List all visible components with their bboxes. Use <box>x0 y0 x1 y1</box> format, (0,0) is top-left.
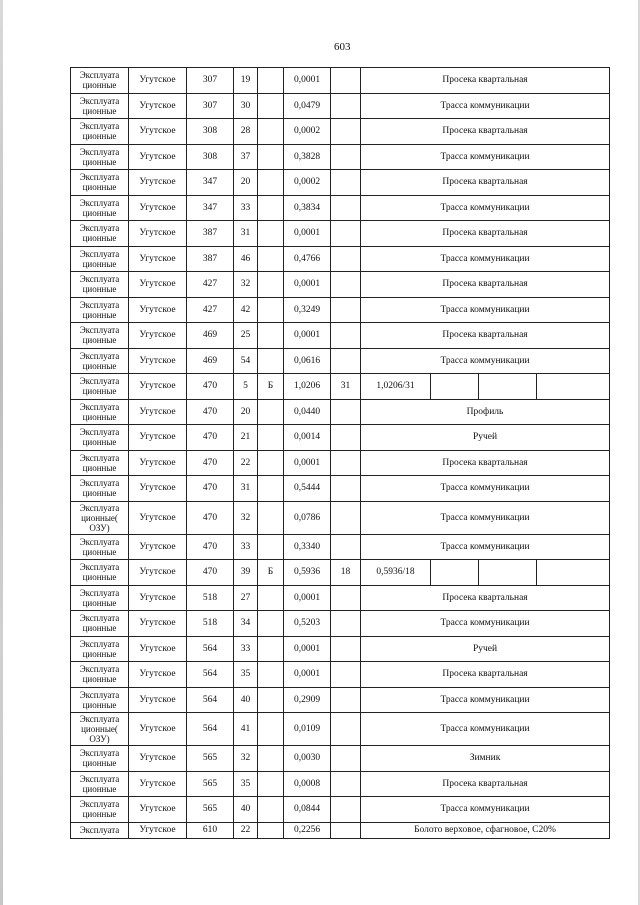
area-cell: 0,0001 <box>284 272 331 298</box>
table-row <box>71 93 610 119</box>
table-row <box>71 687 610 713</box>
land-category-cell: Эксплуата ционные <box>71 399 129 425</box>
land-category-cell: Эксплуата ционные <box>71 771 129 797</box>
table-row <box>71 348 610 374</box>
purpose-cell: Трасса коммуникации <box>361 246 610 272</box>
quarter-cell: 565 <box>187 771 234 797</box>
forestry-cell: Угутское <box>129 636 187 662</box>
land-category-cell: Эксплуата ционные <box>71 297 129 323</box>
forestry-cell: Угутское <box>129 687 187 713</box>
land-category-cell: Эксплуата ционные <box>71 195 129 221</box>
plot-cell: 35 <box>234 662 258 688</box>
plot-cell: 28 <box>234 119 258 145</box>
category-cell <box>258 425 284 451</box>
table-row <box>71 662 610 688</box>
category-cell <box>258 822 284 838</box>
table-row <box>71 272 610 298</box>
quarter-cell: 470 <box>187 534 234 560</box>
purpose-cell: Ручей <box>361 636 610 662</box>
category-cell <box>258 687 284 713</box>
quarter-cell: 470 <box>187 450 234 476</box>
area-cell: 0,0786 <box>284 501 331 534</box>
purpose-cell: Трасса коммуникации <box>361 297 610 323</box>
purpose-cell: Трасса коммуникации <box>361 687 610 713</box>
table-row <box>71 636 610 662</box>
plot-cell: 31 <box>234 221 258 247</box>
area-cell: 0,0002 <box>284 119 331 145</box>
category-cell: Б <box>258 560 284 586</box>
forestry-cell: Угутское <box>129 534 187 560</box>
category-cell <box>258 93 284 119</box>
quarter-cell: 387 <box>187 221 234 247</box>
table-row <box>71 246 610 272</box>
forestry-cell: Угутское <box>129 560 187 586</box>
purpose-cell: Просека квартальная <box>361 323 610 349</box>
table-row <box>71 797 610 823</box>
empty-cell <box>331 636 361 662</box>
forestry-cell: Угутское <box>129 797 187 823</box>
area-cell: 0,0001 <box>284 585 331 611</box>
table-row <box>71 144 610 170</box>
purpose-cell: Просека квартальная <box>361 68 610 94</box>
land-category-cell: Эксплуата ционные <box>71 687 129 713</box>
empty-cell <box>537 374 610 400</box>
forest-plots-table <box>70 67 610 839</box>
purpose-cell: Трасса коммуникации <box>361 797 610 823</box>
forestry-cell: Угутское <box>129 476 187 502</box>
empty-cell <box>331 297 361 323</box>
area-cell: 0,5444 <box>284 476 331 502</box>
area-cell: 0,0001 <box>284 68 331 94</box>
land-category-cell: Эксплуата ционные <box>71 144 129 170</box>
forestry-cell: Угутское <box>129 323 187 349</box>
table-row <box>71 771 610 797</box>
plot-cell: 30 <box>234 93 258 119</box>
quarter-cell: 469 <box>187 348 234 374</box>
table-row <box>71 746 610 772</box>
table-row <box>71 501 610 534</box>
plot-cell: 42 <box>234 297 258 323</box>
table-row <box>71 611 610 637</box>
empty-cell <box>331 348 361 374</box>
category-cell <box>258 713 284 746</box>
plot-cell: 21 <box>234 425 258 451</box>
category-cell <box>258 68 284 94</box>
empty-cell <box>479 374 537 400</box>
forestry-cell: Угутское <box>129 662 187 688</box>
area-cell: 0,5936 <box>284 560 331 586</box>
plot-cell: 22 <box>234 822 258 838</box>
land-category-cell: Эксплуата ционные <box>71 425 129 451</box>
category-cell <box>258 246 284 272</box>
empty-cell <box>331 585 361 611</box>
area-cell: 1,0206 <box>284 374 331 400</box>
forestry-cell: Угутское <box>129 246 187 272</box>
plot-cell: 39 <box>234 560 258 586</box>
empty-cell <box>331 170 361 196</box>
empty-cell <box>331 501 361 534</box>
table-row <box>71 534 610 560</box>
quarter-cell: 564 <box>187 636 234 662</box>
land-category-cell: Эксплуата ционные <box>71 476 129 502</box>
land-category-cell: Эксплуата ционные <box>71 746 129 772</box>
quarter-cell: 469 <box>187 323 234 349</box>
table-row <box>71 399 610 425</box>
plot-cell: 20 <box>234 170 258 196</box>
forestry-cell: Угутское <box>129 771 187 797</box>
category-cell <box>258 450 284 476</box>
plot-cell: 40 <box>234 687 258 713</box>
purpose-cell: Зимник <box>361 746 610 772</box>
forestry-cell: Угутское <box>129 374 187 400</box>
land-category-cell: Эксплуата ционные <box>71 348 129 374</box>
forestry-cell: Угутское <box>129 425 187 451</box>
quarter-cell: 427 <box>187 272 234 298</box>
purpose-cell: Трасса коммуникации <box>361 501 610 534</box>
area-cell: 0,4766 <box>284 246 331 272</box>
purpose-cell: Болото верховое, сфагновое, С20% <box>361 822 610 838</box>
purpose-cell: Трасса коммуникации <box>361 195 610 221</box>
area-cell: 0,3828 <box>284 144 331 170</box>
purpose-cell: Трасса коммуникации <box>361 713 610 746</box>
purpose-cell: Просека квартальная <box>361 221 610 247</box>
area-cell: 0,2909 <box>284 687 331 713</box>
empty-cell <box>331 687 361 713</box>
empty-cell <box>331 746 361 772</box>
empty-cell <box>331 272 361 298</box>
forestry-cell: Угутское <box>129 68 187 94</box>
category-cell <box>258 323 284 349</box>
quarter-cell: 564 <box>187 662 234 688</box>
empty-cell <box>331 611 361 637</box>
quarter-cell: 470 <box>187 501 234 534</box>
purpose-cell: Трасса коммуникации <box>361 534 610 560</box>
table-row <box>71 170 610 196</box>
plot-cell: 32 <box>234 746 258 772</box>
land-category-cell: Эксплуата ционные <box>71 221 129 247</box>
empty-cell <box>331 771 361 797</box>
scan-edge-left <box>0 0 3 905</box>
plot-cell: 40 <box>234 797 258 823</box>
quarter-cell: 518 <box>187 611 234 637</box>
plot-cell: 34 <box>234 611 258 637</box>
plot-cell: 33 <box>234 195 258 221</box>
land-category-cell: Эксплуата <box>71 822 129 838</box>
land-category-cell: Эксплуата ционные <box>71 797 129 823</box>
area-cell: 0,0844 <box>284 797 331 823</box>
table-row <box>71 476 610 502</box>
purpose-cell: Просека квартальная <box>361 119 610 145</box>
category-cell <box>258 501 284 534</box>
table-body <box>71 68 610 839</box>
category-cell <box>258 636 284 662</box>
table-row <box>71 221 610 247</box>
category-cell <box>258 611 284 637</box>
purpose-cell: Трасса коммуникации <box>361 144 610 170</box>
category-cell <box>258 797 284 823</box>
empty-cell <box>331 822 361 838</box>
empty-cell <box>479 560 537 586</box>
category-cell <box>258 746 284 772</box>
table-row <box>71 119 610 145</box>
table-row <box>71 450 610 476</box>
purpose-cell: Просека квартальная <box>361 272 610 298</box>
empty-cell <box>331 797 361 823</box>
category-cell <box>258 170 284 196</box>
category-cell <box>258 144 284 170</box>
plot-cell: 46 <box>234 246 258 272</box>
empty-cell <box>331 323 361 349</box>
age-cell: 31 <box>331 374 361 400</box>
empty-cell <box>331 476 361 502</box>
area-cell: 0,0001 <box>284 450 331 476</box>
forestry-cell: Угутское <box>129 195 187 221</box>
plot-cell: 20 <box>234 399 258 425</box>
land-category-cell: Эксплуата ционные <box>71 585 129 611</box>
empty-cell <box>331 399 361 425</box>
area-cell: 0,0002 <box>284 170 331 196</box>
area-cell: 0,0440 <box>284 399 331 425</box>
quarter-cell: 308 <box>187 144 234 170</box>
area-cell: 0,0014 <box>284 425 331 451</box>
category-cell <box>258 272 284 298</box>
land-category-cell: Эксплуата ционные <box>71 636 129 662</box>
land-category-cell: Эксплуата ционные <box>71 560 129 586</box>
forestry-cell: Угутское <box>129 611 187 637</box>
purpose-cell: Просека квартальная <box>361 662 610 688</box>
quarter-cell: 307 <box>187 93 234 119</box>
empty-cell <box>431 560 479 586</box>
empty-cell <box>331 662 361 688</box>
purpose-cell: Просека квартальная <box>361 771 610 797</box>
purpose-cell: Просека квартальная <box>361 585 610 611</box>
table-row <box>71 425 610 451</box>
forestry-cell: Угутское <box>129 450 187 476</box>
quarter-cell: 470 <box>187 425 234 451</box>
table-row <box>71 585 610 611</box>
land-category-cell: Эксплуата ционные <box>71 662 129 688</box>
category-cell <box>258 476 284 502</box>
empty-cell <box>431 374 479 400</box>
land-category-cell: Эксплуата ционные <box>71 611 129 637</box>
category-cell <box>258 662 284 688</box>
quarter-cell: 470 <box>187 476 234 502</box>
forestry-cell: Угутское <box>129 221 187 247</box>
forestry-cell: Угутское <box>129 585 187 611</box>
area-cell: 0,3340 <box>284 534 331 560</box>
quarter-cell: 564 <box>187 713 234 746</box>
land-category-cell: Эксплуата ционные <box>71 272 129 298</box>
purpose-cell: Ручей <box>361 425 610 451</box>
forestry-cell: Угутское <box>129 297 187 323</box>
category-cell <box>258 771 284 797</box>
plot-cell: 35 <box>234 771 258 797</box>
category-cell <box>258 585 284 611</box>
category-cell <box>258 297 284 323</box>
purpose-cell: Трасса коммуникации <box>361 611 610 637</box>
area-cell: 0,5203 <box>284 611 331 637</box>
empty-cell <box>331 534 361 560</box>
category-cell <box>258 221 284 247</box>
table-row <box>71 323 610 349</box>
plot-cell: 41 <box>234 713 258 746</box>
land-category-cell: Эксплуата ционные <box>71 374 129 400</box>
empty-cell <box>331 713 361 746</box>
quarter-cell: 610 <box>187 822 234 838</box>
land-category-cell: Эксплуата ционные <box>71 323 129 349</box>
forestry-cell: Угутское <box>129 399 187 425</box>
area-cell: 0,2256 <box>284 822 331 838</box>
quarter-cell: 518 <box>187 585 234 611</box>
land-category-cell: Эксплуата ционные <box>71 93 129 119</box>
area-cell: 0,0001 <box>284 323 331 349</box>
quarter-cell: 387 <box>187 246 234 272</box>
quarter-cell: 347 <box>187 170 234 196</box>
forestry-cell: Угутское <box>129 272 187 298</box>
empty-cell <box>537 560 610 586</box>
quarter-cell: 565 <box>187 746 234 772</box>
area-cell: 0,3834 <box>284 195 331 221</box>
formula-cell: 0,5936/18 <box>361 560 431 586</box>
age-cell: 18 <box>331 560 361 586</box>
quarter-cell: 470 <box>187 374 234 400</box>
quarter-cell: 564 <box>187 687 234 713</box>
plot-cell: 5 <box>234 374 258 400</box>
quarter-cell: 470 <box>187 399 234 425</box>
forestry-cell: Угутское <box>129 170 187 196</box>
area-cell: 0,3249 <box>284 297 331 323</box>
empty-cell <box>331 425 361 451</box>
plot-cell: 32 <box>234 272 258 298</box>
category-cell: Б <box>258 374 284 400</box>
plot-cell: 31 <box>234 476 258 502</box>
quarter-cell: 565 <box>187 797 234 823</box>
plot-cell: 54 <box>234 348 258 374</box>
category-cell <box>258 534 284 560</box>
plot-cell: 19 <box>234 68 258 94</box>
forestry-cell: Угутское <box>129 93 187 119</box>
table-row <box>71 560 610 586</box>
purpose-cell: Трасса коммуникации <box>361 348 610 374</box>
area-cell: 0,0001 <box>284 662 331 688</box>
plot-cell: 33 <box>234 534 258 560</box>
area-cell: 0,0001 <box>284 221 331 247</box>
land-category-cell: Эксплуата ционные( ОЗУ) <box>71 501 129 534</box>
land-category-cell: Эксплуата ционные <box>71 170 129 196</box>
plot-cell: 22 <box>234 450 258 476</box>
empty-cell <box>331 221 361 247</box>
land-category-cell: Эксплуата ционные <box>71 119 129 145</box>
area-cell: 0,0479 <box>284 93 331 119</box>
land-category-cell: Эксплуата ционные <box>71 450 129 476</box>
empty-cell <box>331 450 361 476</box>
plot-cell: 25 <box>234 323 258 349</box>
quarter-cell: 308 <box>187 119 234 145</box>
plot-cell: 37 <box>234 144 258 170</box>
empty-cell <box>331 119 361 145</box>
table-row <box>71 713 610 746</box>
land-category-cell: Эксплуата ционные <box>71 246 129 272</box>
area-cell: 0,0616 <box>284 348 331 374</box>
forestry-cell: Угутское <box>129 501 187 534</box>
land-category-cell: Эксплуата ционные( ОЗУ) <box>71 713 129 746</box>
category-cell <box>258 399 284 425</box>
category-cell <box>258 195 284 221</box>
category-cell <box>258 348 284 374</box>
page-number: 603 <box>334 41 351 53</box>
quarter-cell: 470 <box>187 560 234 586</box>
purpose-cell: Просека квартальная <box>361 170 610 196</box>
quarter-cell: 307 <box>187 68 234 94</box>
forestry-cell: Угутское <box>129 746 187 772</box>
table-row <box>71 822 610 838</box>
empty-cell <box>331 246 361 272</box>
table-row <box>71 297 610 323</box>
plot-cell: 32 <box>234 501 258 534</box>
forestry-cell: Угутское <box>129 119 187 145</box>
forestry-cell: Угутское <box>129 822 187 838</box>
formula-cell: 1,0206/31 <box>361 374 431 400</box>
plot-cell: 33 <box>234 636 258 662</box>
purpose-cell: Трасса коммуникации <box>361 476 610 502</box>
forestry-cell: Угутское <box>129 144 187 170</box>
table-row <box>71 374 610 400</box>
empty-cell <box>331 195 361 221</box>
forestry-cell: Угутское <box>129 713 187 746</box>
land-category-cell: Эксплуата ционные <box>71 68 129 94</box>
purpose-cell: Профиль <box>361 399 610 425</box>
area-cell: 0,0008 <box>284 771 331 797</box>
table-row <box>71 68 610 94</box>
empty-cell <box>331 68 361 94</box>
empty-cell <box>331 144 361 170</box>
table-row <box>71 195 610 221</box>
land-category-cell: Эксплуата ционные <box>71 534 129 560</box>
purpose-cell: Трасса коммуникации <box>361 93 610 119</box>
area-cell: 0,0030 <box>284 746 331 772</box>
plot-cell: 27 <box>234 585 258 611</box>
purpose-cell: Просека квартальная <box>361 450 610 476</box>
category-cell <box>258 119 284 145</box>
quarter-cell: 427 <box>187 297 234 323</box>
forestry-cell: Угутское <box>129 348 187 374</box>
quarter-cell: 347 <box>187 195 234 221</box>
empty-cell <box>331 93 361 119</box>
area-cell: 0,0109 <box>284 713 331 746</box>
area-cell: 0,0001 <box>284 636 331 662</box>
